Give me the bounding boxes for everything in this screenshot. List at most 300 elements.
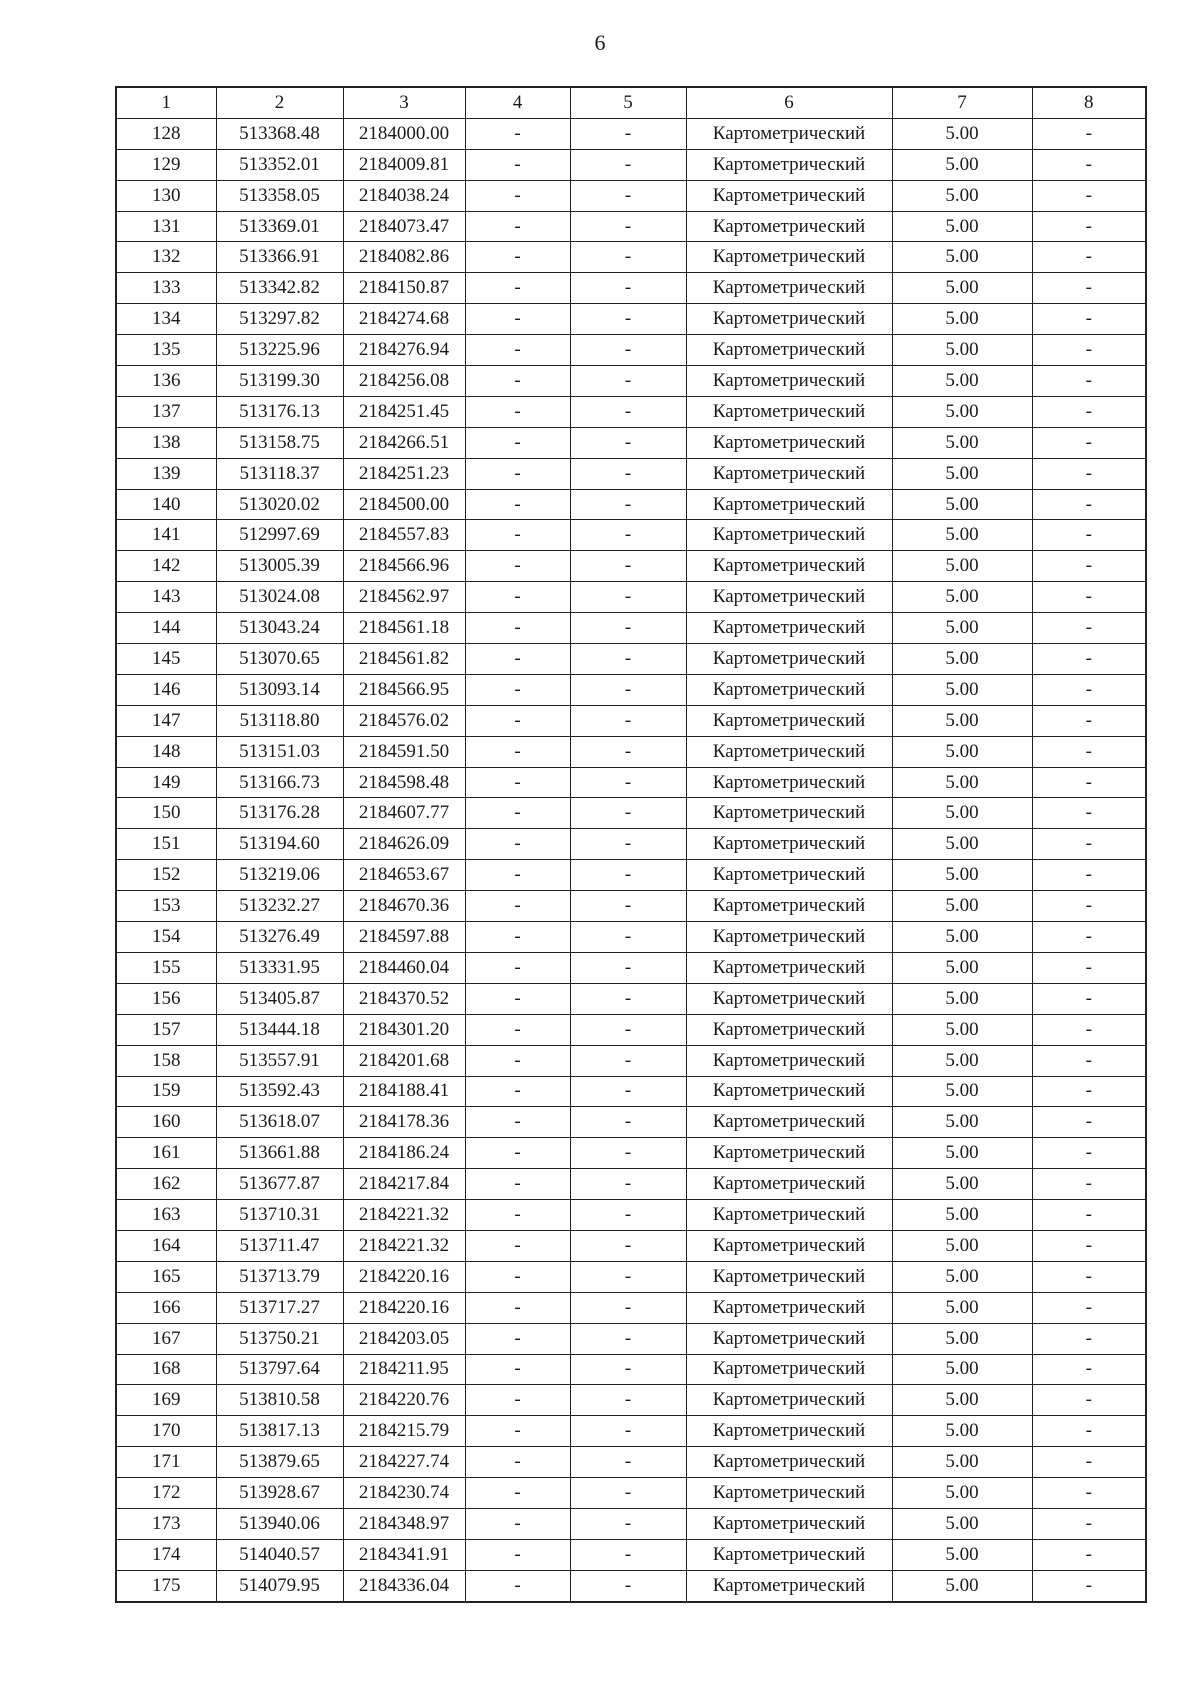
- table-cell: 513005.39: [216, 551, 343, 582]
- table-cell: -: [465, 767, 570, 798]
- table-cell: 5.00: [892, 1200, 1032, 1231]
- table-cell: Картометрический: [686, 829, 892, 860]
- table-cell: -: [465, 983, 570, 1014]
- table-cell: -: [570, 674, 686, 705]
- table-cell: -: [1032, 1045, 1146, 1076]
- table-cell: 513194.60: [216, 829, 343, 860]
- table-cell: 5.00: [892, 798, 1032, 829]
- table-cell: 2184038.24: [343, 180, 465, 211]
- table-cell: -: [570, 829, 686, 860]
- table-cell: 138: [116, 427, 216, 458]
- table-cell: -: [570, 335, 686, 366]
- table-cell: 5.00: [892, 211, 1032, 242]
- table-cell: -: [1032, 1447, 1146, 1478]
- table-cell: -: [465, 427, 570, 458]
- table-cell: -: [570, 1323, 686, 1354]
- table-cell: -: [465, 829, 570, 860]
- table-cell: -: [1032, 1478, 1146, 1509]
- header-row: [116, 87, 1146, 118]
- table-cell: 513368.48: [216, 118, 343, 149]
- table-cell: 140: [116, 489, 216, 520]
- table-cell: Картометрический: [686, 211, 892, 242]
- table-cell: 514079.95: [216, 1570, 343, 1601]
- table-cell: 5.00: [892, 613, 1032, 644]
- table-cell: -: [465, 1230, 570, 1261]
- table-cell: -: [465, 582, 570, 613]
- table-cell: 2184597.88: [343, 922, 465, 953]
- table-cell: -: [570, 644, 686, 675]
- table-cell: -: [465, 736, 570, 767]
- table-cell: -: [465, 1045, 570, 1076]
- table-cell: 513661.88: [216, 1138, 343, 1169]
- table-cell: -: [1032, 551, 1146, 582]
- table-cell: 513199.30: [216, 366, 343, 397]
- table-cell: -: [465, 1014, 570, 1045]
- table-cell: -: [465, 613, 570, 644]
- table-row: [116, 1539, 1146, 1570]
- table-row: [116, 489, 1146, 520]
- table-cell: Картометрический: [686, 1416, 892, 1447]
- table-cell: 513276.49: [216, 922, 343, 953]
- table-cell: 5.00: [892, 767, 1032, 798]
- table-cell: -: [1032, 798, 1146, 829]
- table-cell: 168: [116, 1354, 216, 1385]
- table-cell: -: [570, 211, 686, 242]
- table-cell: 513879.65: [216, 1447, 343, 1478]
- table-cell: -: [1032, 1107, 1146, 1138]
- table-row: [116, 1107, 1146, 1138]
- table-cell: 512997.69: [216, 520, 343, 551]
- table-cell: 154: [116, 922, 216, 953]
- table-cell: 128: [116, 118, 216, 149]
- table-cell: 2184500.00: [343, 489, 465, 520]
- table-cell: 155: [116, 952, 216, 983]
- table-cell: 2184230.74: [343, 1478, 465, 1509]
- table-cell: -: [465, 952, 570, 983]
- table-row: [116, 1169, 1146, 1200]
- table-cell: -: [570, 427, 686, 458]
- table-cell: Картометрический: [686, 798, 892, 829]
- table-cell: 5.00: [892, 1478, 1032, 1509]
- table-cell: -: [1032, 1200, 1146, 1231]
- table-cell: -: [465, 798, 570, 829]
- table-cell: -: [1032, 118, 1146, 149]
- table-cell: 5.00: [892, 674, 1032, 705]
- table-row: [116, 1076, 1146, 1107]
- table-row: [116, 705, 1146, 736]
- table-cell: 143: [116, 582, 216, 613]
- table-cell: -: [570, 1354, 686, 1385]
- table-row: [116, 1261, 1146, 1292]
- table-cell: Картометрический: [686, 273, 892, 304]
- table-cell: 142: [116, 551, 216, 582]
- table-cell: 5.00: [892, 582, 1032, 613]
- table-cell: -: [1032, 1014, 1146, 1045]
- table-cell: Картометрический: [686, 304, 892, 335]
- table-cell: -: [1032, 705, 1146, 736]
- table-cell: Картометрический: [686, 427, 892, 458]
- table-cell: 5.00: [892, 242, 1032, 273]
- table-cell: 513070.65: [216, 644, 343, 675]
- table-cell: Картометрический: [686, 1169, 892, 1200]
- table-row: [116, 520, 1146, 551]
- table-cell: 513232.27: [216, 891, 343, 922]
- table-cell: -: [465, 891, 570, 922]
- table-cell: Картометрический: [686, 767, 892, 798]
- table-cell: 5.00: [892, 396, 1032, 427]
- table-cell: 135: [116, 335, 216, 366]
- table-cell: -: [1032, 829, 1146, 860]
- table-cell: 141: [116, 520, 216, 551]
- table-cell: -: [570, 736, 686, 767]
- table-cell: 171: [116, 1447, 216, 1478]
- table-cell: -: [465, 1447, 570, 1478]
- table-cell: -: [465, 1076, 570, 1107]
- table-header: [116, 87, 1146, 118]
- table-cell: 2184073.47: [343, 211, 465, 242]
- table-row: [116, 952, 1146, 983]
- table-cell: 137: [116, 396, 216, 427]
- table-cell: -: [1032, 1416, 1146, 1447]
- table-cell: 175: [116, 1570, 216, 1601]
- table-cell: 513093.14: [216, 674, 343, 705]
- table-cell: 513043.24: [216, 613, 343, 644]
- table-cell: 513151.03: [216, 736, 343, 767]
- table-cell: Картометрический: [686, 551, 892, 582]
- table-cell: 2184217.84: [343, 1169, 465, 1200]
- table-cell: 513118.37: [216, 458, 343, 489]
- table-cell: -: [465, 520, 570, 551]
- table-cell: -: [570, 891, 686, 922]
- table-cell: 167: [116, 1323, 216, 1354]
- table-cell: 513713.79: [216, 1261, 343, 1292]
- table-cell: -: [1032, 1323, 1146, 1354]
- table-cell: -: [570, 1045, 686, 1076]
- table-cell: 2184653.67: [343, 860, 465, 891]
- table-cell: 5.00: [892, 489, 1032, 520]
- table-cell: -: [1032, 458, 1146, 489]
- table-row: [116, 335, 1146, 366]
- table-cell: -: [570, 1014, 686, 1045]
- table-row: [116, 118, 1146, 149]
- table-row: [116, 1385, 1146, 1416]
- table-cell: -: [465, 273, 570, 304]
- table-cell: -: [1032, 952, 1146, 983]
- column-header-6: 6: [686, 87, 892, 118]
- table-cell: 513940.06: [216, 1508, 343, 1539]
- table-cell: Картометрический: [686, 1570, 892, 1601]
- table-cell: Картометрический: [686, 613, 892, 644]
- table-row: [116, 644, 1146, 675]
- table-cell: -: [570, 366, 686, 397]
- table-cell: Картометрический: [686, 489, 892, 520]
- table-cell: -: [570, 1169, 686, 1200]
- table-cell: Картометрический: [686, 891, 892, 922]
- table-cell: 159: [116, 1076, 216, 1107]
- table-cell: 2184150.87: [343, 273, 465, 304]
- table-cell: 2184009.81: [343, 149, 465, 180]
- table-cell: -: [465, 396, 570, 427]
- table-cell: 2184220.76: [343, 1385, 465, 1416]
- table-cell: -: [465, 1169, 570, 1200]
- table-cell: 5.00: [892, 736, 1032, 767]
- coordinates-table: [115, 86, 1147, 1603]
- table-cell: 170: [116, 1416, 216, 1447]
- table-cell: Картометрический: [686, 1200, 892, 1231]
- table-cell: -: [465, 1570, 570, 1601]
- table-cell: 162: [116, 1169, 216, 1200]
- table-cell: 5.00: [892, 705, 1032, 736]
- table-cell: -: [465, 1508, 570, 1539]
- table-cell: 513405.87: [216, 983, 343, 1014]
- table-cell: 2184256.08: [343, 366, 465, 397]
- table-row: [116, 273, 1146, 304]
- table-cell: 147: [116, 705, 216, 736]
- table-cell: Картометрический: [686, 983, 892, 1014]
- table-cell: 173: [116, 1508, 216, 1539]
- table-row: [116, 1014, 1146, 1045]
- column-header-3: 3: [343, 87, 465, 118]
- table-cell: 5.00: [892, 1138, 1032, 1169]
- table-cell: -: [570, 1230, 686, 1261]
- table-cell: 2184000.00: [343, 118, 465, 149]
- table-cell: -: [570, 489, 686, 520]
- table-cell: 513592.43: [216, 1076, 343, 1107]
- table-cell: Картометрический: [686, 1230, 892, 1261]
- table-cell: 513677.87: [216, 1169, 343, 1200]
- table-cell: 5.00: [892, 829, 1032, 860]
- table-cell: 5.00: [892, 1570, 1032, 1601]
- table-row: [116, 1200, 1146, 1231]
- table-cell: 136: [116, 366, 216, 397]
- table-cell: 2184266.51: [343, 427, 465, 458]
- table-cell: 158: [116, 1045, 216, 1076]
- table-cell: -: [570, 860, 686, 891]
- table-cell: 513618.07: [216, 1107, 343, 1138]
- table-row: [116, 1292, 1146, 1323]
- table-cell: -: [465, 551, 570, 582]
- table-cell: -: [570, 1292, 686, 1323]
- table-cell: 513166.73: [216, 767, 343, 798]
- table-cell: 5.00: [892, 1014, 1032, 1045]
- column-header-8: 8: [1032, 87, 1146, 118]
- table-row: [116, 180, 1146, 211]
- table-cell: -: [1032, 1508, 1146, 1539]
- page-number: 6: [594, 30, 606, 55]
- table-cell: -: [465, 211, 570, 242]
- table-cell: 146: [116, 674, 216, 705]
- table-cell: -: [570, 1107, 686, 1138]
- table-cell: -: [570, 520, 686, 551]
- table-cell: 513297.82: [216, 304, 343, 335]
- table-cell: -: [465, 304, 570, 335]
- table-cell: Картометрический: [686, 582, 892, 613]
- table-cell: -: [1032, 149, 1146, 180]
- table-cell: 5.00: [892, 1416, 1032, 1447]
- table-cell: Картометрический: [686, 1292, 892, 1323]
- table-cell: -: [465, 1539, 570, 1570]
- table-cell: Картометрический: [686, 922, 892, 953]
- table-cell: -: [570, 1076, 686, 1107]
- table-cell: 2184221.32: [343, 1200, 465, 1231]
- table-cell: 144: [116, 613, 216, 644]
- table-cell: -: [570, 242, 686, 273]
- table-cell: -: [465, 1261, 570, 1292]
- table-cell: 2184276.94: [343, 335, 465, 366]
- table-cell: Картометрический: [686, 736, 892, 767]
- table-cell: Картометрический: [686, 458, 892, 489]
- table-row: [116, 211, 1146, 242]
- table-cell: Картометрический: [686, 1014, 892, 1045]
- column-header-1: 1: [116, 87, 216, 118]
- table-cell: 513158.75: [216, 427, 343, 458]
- table-cell: 513797.64: [216, 1354, 343, 1385]
- table-cell: -: [570, 273, 686, 304]
- table-cell: 131: [116, 211, 216, 242]
- table-cell: 5.00: [892, 644, 1032, 675]
- table-cell: -: [1032, 860, 1146, 891]
- table-row: [116, 1045, 1146, 1076]
- table-cell: -: [465, 1292, 570, 1323]
- table-cell: 129: [116, 149, 216, 180]
- table-cell: 514040.57: [216, 1539, 343, 1570]
- table-cell: 513358.05: [216, 180, 343, 211]
- table-cell: -: [1032, 1169, 1146, 1200]
- table-cell: 513717.27: [216, 1292, 343, 1323]
- table-cell: -: [570, 304, 686, 335]
- column-header-2: 2: [216, 87, 343, 118]
- table-cell: 5.00: [892, 1539, 1032, 1570]
- table-cell: 2184251.45: [343, 396, 465, 427]
- table-cell: 156: [116, 983, 216, 1014]
- table-cell: 5.00: [892, 860, 1032, 891]
- table-cell: -: [570, 952, 686, 983]
- table-cell: 153: [116, 891, 216, 922]
- table-cell: 5.00: [892, 1385, 1032, 1416]
- table-cell: 132: [116, 242, 216, 273]
- table-cell: -: [570, 582, 686, 613]
- table-row: [116, 613, 1146, 644]
- table-row: [116, 304, 1146, 335]
- table-cell: 5.00: [892, 891, 1032, 922]
- table-cell: -: [1032, 922, 1146, 953]
- table-cell: -: [1032, 736, 1146, 767]
- table-cell: 2184221.32: [343, 1230, 465, 1261]
- table-cell: 160: [116, 1107, 216, 1138]
- table-cell: -: [570, 705, 686, 736]
- table-cell: 5.00: [892, 335, 1032, 366]
- table-cell: 5.00: [892, 1230, 1032, 1261]
- column-header-7: 7: [892, 87, 1032, 118]
- table-cell: -: [570, 551, 686, 582]
- table-cell: Картометрический: [686, 1385, 892, 1416]
- table-cell: -: [465, 180, 570, 211]
- table-row: [116, 458, 1146, 489]
- table-cell: -: [465, 366, 570, 397]
- table-cell: 148: [116, 736, 216, 767]
- table-cell: 5.00: [892, 1354, 1032, 1385]
- table-cell: -: [465, 1385, 570, 1416]
- table-cell: -: [465, 458, 570, 489]
- table-cell: -: [570, 180, 686, 211]
- table-cell: Картометрический: [686, 118, 892, 149]
- table-row: [116, 1416, 1146, 1447]
- table-cell: 2184607.77: [343, 798, 465, 829]
- table-cell: Картометрический: [686, 1076, 892, 1107]
- table-cell: -: [1032, 1385, 1146, 1416]
- table-cell: -: [1032, 180, 1146, 211]
- table-cell: -: [1032, 273, 1146, 304]
- table-cell: 5.00: [892, 983, 1032, 1014]
- table-cell: Картометрический: [686, 860, 892, 891]
- column-header-5: 5: [570, 87, 686, 118]
- table-cell: 134: [116, 304, 216, 335]
- table-cell: 161: [116, 1138, 216, 1169]
- table-row: [116, 922, 1146, 953]
- table-row: [116, 829, 1146, 860]
- table-cell: 513750.21: [216, 1323, 343, 1354]
- table-cell: -: [570, 798, 686, 829]
- table-row: [116, 736, 1146, 767]
- table-cell: 5.00: [892, 1076, 1032, 1107]
- table-cell: -: [465, 1416, 570, 1447]
- table-cell: 152: [116, 860, 216, 891]
- table-cell: Картометрический: [686, 1447, 892, 1478]
- table-cell: 513366.91: [216, 242, 343, 273]
- table-cell: 2184557.83: [343, 520, 465, 551]
- table-cell: 2184561.18: [343, 613, 465, 644]
- table-cell: -: [1032, 644, 1146, 675]
- table-cell: Картометрический: [686, 1354, 892, 1385]
- table-cell: -: [465, 674, 570, 705]
- table-cell: 2184082.86: [343, 242, 465, 273]
- table-cell: 5.00: [892, 952, 1032, 983]
- table-cell: 513020.02: [216, 489, 343, 520]
- table-cell: Картометрический: [686, 1045, 892, 1076]
- table-cell: 5.00: [892, 458, 1032, 489]
- table-cell: -: [465, 922, 570, 953]
- table-cell: -: [1032, 1261, 1146, 1292]
- table-cell: 2184203.05: [343, 1323, 465, 1354]
- table-cell: 513024.08: [216, 582, 343, 613]
- table-cell: 513352.01: [216, 149, 343, 180]
- table-cell: Картометрический: [686, 644, 892, 675]
- table-cell: 2184626.09: [343, 829, 465, 860]
- table-cell: -: [570, 1138, 686, 1169]
- table-cell: Картометрический: [686, 705, 892, 736]
- table-cell: -: [465, 1200, 570, 1231]
- table-cell: -: [1032, 489, 1146, 520]
- table-cell: 5.00: [892, 1323, 1032, 1354]
- table-cell: -: [1032, 396, 1146, 427]
- table-cell: 513369.01: [216, 211, 343, 242]
- table-cell: Картометрический: [686, 520, 892, 551]
- table-body: [116, 118, 1146, 1601]
- table-cell: 5.00: [892, 427, 1032, 458]
- table-cell: 2184211.95: [343, 1354, 465, 1385]
- table-cell: 145: [116, 644, 216, 675]
- table-cell: -: [1032, 242, 1146, 273]
- table-cell: Картометрический: [686, 149, 892, 180]
- table-cell: 513219.06: [216, 860, 343, 891]
- table-cell: 5.00: [892, 1447, 1032, 1478]
- table-cell: 2184598.48: [343, 767, 465, 798]
- table-cell: 513810.58: [216, 1385, 343, 1416]
- table-cell: 5.00: [892, 180, 1032, 211]
- table-cell: 149: [116, 767, 216, 798]
- table-cell: 169: [116, 1385, 216, 1416]
- table-cell: -: [465, 1107, 570, 1138]
